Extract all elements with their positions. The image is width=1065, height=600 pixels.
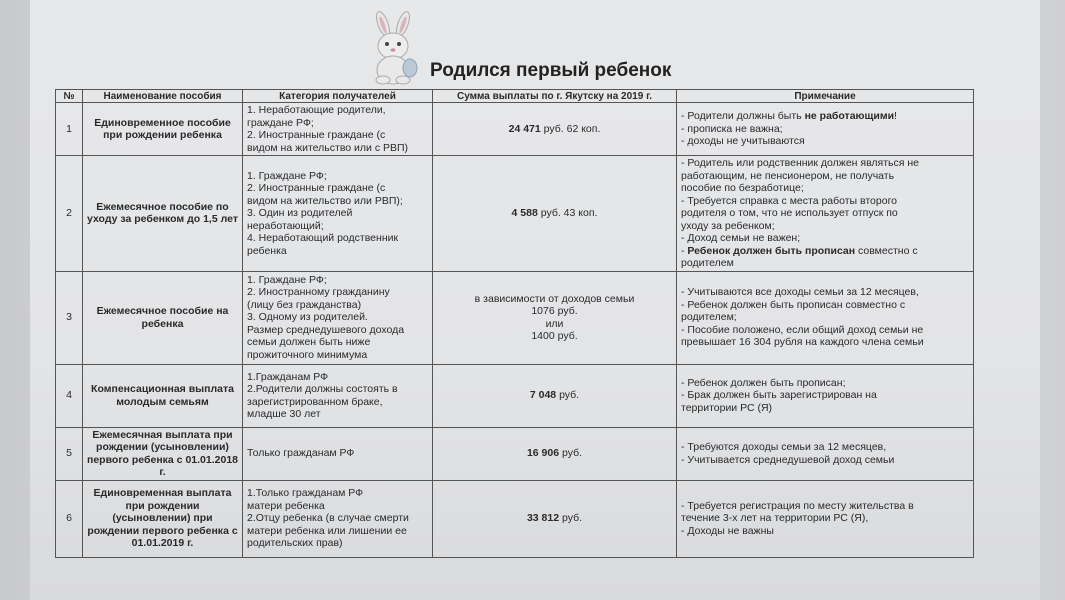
payment-amount	[433, 480, 677, 557]
category-line: младше 30 лет	[247, 408, 321, 420]
note-line: - прописка не важна;	[681, 122, 783, 135]
note-line: территории РС (Я)	[681, 401, 773, 414]
category-line: 2.Родители должны состоять в	[247, 383, 398, 395]
table-header-row	[56, 90, 974, 103]
category-line: прожиточного минимума	[247, 348, 368, 361]
note-line: - Учитываются все доходы семьи за 12 месяцев,	[681, 286, 919, 299]
note	[677, 427, 974, 480]
note-line: - Требуется регистрация по месту жительства в	[681, 499, 914, 512]
category-line: 2. Иностранные граждане (с	[247, 182, 386, 194]
table-row	[56, 271, 974, 364]
category-line: 1. Граждане РФ;	[247, 273, 327, 286]
category-line: 2. Иностранному гражданину	[247, 286, 390, 299]
recipient-category	[243, 103, 433, 156]
note-line: родителя о том, что не использует отпуск по	[681, 207, 898, 219]
category-line: 3. Одному из родителей.	[247, 311, 368, 324]
note-line: родителем	[681, 257, 734, 269]
amount-value: 24 471	[508, 122, 541, 135]
amount-value: 7 048	[529, 389, 557, 402]
amount-value: 33 812	[526, 512, 560, 525]
note	[677, 156, 974, 272]
note-line: - Брак должен быть зарегистрирован на	[681, 389, 877, 402]
note-line: превышает 16 304 рубля на каждого члена семьи	[681, 336, 924, 349]
payment-amount	[433, 156, 677, 272]
note-line: течение 3-х лет на территории РС (Я),	[681, 512, 869, 525]
amount-line: в зависимости от доходов семьи	[474, 292, 635, 305]
note	[677, 480, 974, 557]
benefit-name: Ежемесячное пособие по уходу за ребенком до 1,5 лет	[83, 156, 243, 272]
amount-line: 1076 руб.	[531, 305, 578, 317]
amount-unit: руб.	[559, 512, 583, 525]
recipient-category	[243, 427, 433, 480]
category-line: матери ребенка	[247, 499, 325, 512]
table-row	[56, 364, 974, 427]
category-line: семьи должен быть ниже	[247, 336, 371, 349]
note-line: уходу за ребенком;	[681, 219, 775, 232]
row-number: 1	[56, 103, 83, 156]
category-line: зарегистрированном браке,	[247, 395, 383, 408]
note-line: - Учитывается среднедушевой доход семьи	[681, 453, 895, 466]
payment-amount	[433, 364, 677, 427]
row-number: 5	[56, 427, 83, 480]
category-line: 1. Граждане РФ;	[247, 169, 327, 182]
note-line: - Требуются доходы семьи за 12 месяцев,	[681, 441, 887, 453]
amount-line: или	[545, 317, 564, 330]
payment-amount	[433, 271, 677, 364]
category-line: 4. Неработающий родственник	[247, 232, 399, 244]
header-category: Категория получателей	[243, 90, 433, 103]
note-line: - Ребенок должен быть прописан совместно с	[681, 298, 906, 311]
row-number: 6	[56, 480, 83, 557]
amount-unit: руб. 43 коп.	[537, 207, 598, 219]
note-line: - Родители должны быть не работающими!	[681, 110, 897, 123]
category-line: 1.Гражданам РФ	[247, 370, 329, 383]
category-line: родительских прав)	[247, 537, 343, 550]
category-line: видом на жительство или с РВП)	[247, 141, 409, 154]
header-num: №	[56, 90, 83, 103]
category-line: ребенка	[247, 244, 287, 257]
note	[677, 103, 974, 156]
note-line: - Ребенок должен быть прописан;	[681, 376, 846, 389]
note-line: родителем;	[681, 311, 737, 324]
benefit-name: Ежемесячная выплата при рождении (усыновлении) первого ребенка с 01.01.2018 г.	[83, 427, 243, 480]
recipient-category	[243, 271, 433, 364]
table-row	[56, 156, 974, 272]
category-line: матери ребенка или лишении ее	[247, 524, 407, 537]
note-line: работающим, не пенсионером, не получать	[681, 169, 895, 182]
amount-line: 1400 руб.	[531, 330, 578, 342]
benefit-name: Единовременное пособие при рождении ребенка	[83, 103, 243, 156]
category-line: (лицу без гражданства)	[247, 298, 362, 311]
amount-unit: руб.	[556, 389, 580, 402]
category-line: неработающий;	[247, 219, 324, 232]
recipient-category	[243, 480, 433, 557]
table-row	[56, 480, 974, 557]
note-line: пособие по безработице;	[681, 182, 804, 194]
header-name: Наименование пособия	[83, 90, 243, 103]
table-row	[56, 103, 974, 156]
table-row	[56, 427, 974, 480]
page-title: Родился первый ребенок	[430, 60, 672, 81]
note-line: - доходы не учитываются	[681, 135, 805, 148]
category-line: 2.Отцу ребенка (в случае смерти	[247, 512, 409, 525]
note-bold: не работающими	[804, 110, 895, 123]
note-line: - Родитель или родственник должен являться не	[681, 157, 919, 169]
header-sum: Сумма выплаты по г. Якутску на 2019 г.	[433, 90, 677, 103]
category-line: 2. Иностранные граждане (с	[247, 129, 386, 141]
benefit-name: Ежемесячное пособие на ребенка	[83, 271, 243, 364]
recipient-category	[243, 364, 433, 427]
recipient-category	[243, 156, 433, 272]
note	[677, 364, 974, 427]
note-line: - Доход семьи не важен;	[681, 232, 801, 244]
benefit-name: Компенсационная выплата молодым семьям	[83, 364, 243, 427]
note-bold: Ребенок должен быть прописан	[687, 244, 856, 257]
amount-unit: руб.	[559, 447, 583, 460]
category-line: 1.Только гражданам РФ	[247, 487, 364, 500]
category-line: 1. Неработающие родители,	[247, 104, 386, 116]
row-number: 2	[56, 156, 83, 272]
category-line: граждане РФ;	[247, 116, 314, 129]
amount-value: 16 906	[526, 447, 560, 460]
note	[677, 271, 974, 364]
row-number: 3	[56, 271, 83, 364]
amount-unit: руб. 62 коп.	[540, 122, 601, 135]
note-line: - Доходы не важны	[681, 524, 774, 537]
note-line: - Требуется справка с места работы второго	[681, 194, 898, 207]
note-line: - Ребенок должен быть прописан совместно с	[681, 244, 918, 257]
bunny-icon	[363, 10, 425, 86]
payment-amount	[433, 427, 677, 480]
amount-value: 4 588	[511, 207, 538, 219]
benefit-name: Единовременная выплата при рождении (усыновлении) при рождении первого ребенка с 01.01.2019 г.	[83, 480, 243, 557]
category-line: 3. Один из родителей	[247, 207, 353, 219]
category-line: видом на жительство или РВП);	[247, 194, 403, 207]
benefits-table	[55, 89, 974, 558]
category-line: Размер среднедушевого дохода	[247, 323, 405, 336]
payment-amount	[433, 103, 677, 156]
header-note: Примечание	[677, 90, 974, 103]
category-line: Только гражданам РФ	[247, 447, 355, 460]
row-number: 4	[56, 364, 83, 427]
note-line: - Пособие положено, если общий доход семьи не	[681, 323, 924, 336]
